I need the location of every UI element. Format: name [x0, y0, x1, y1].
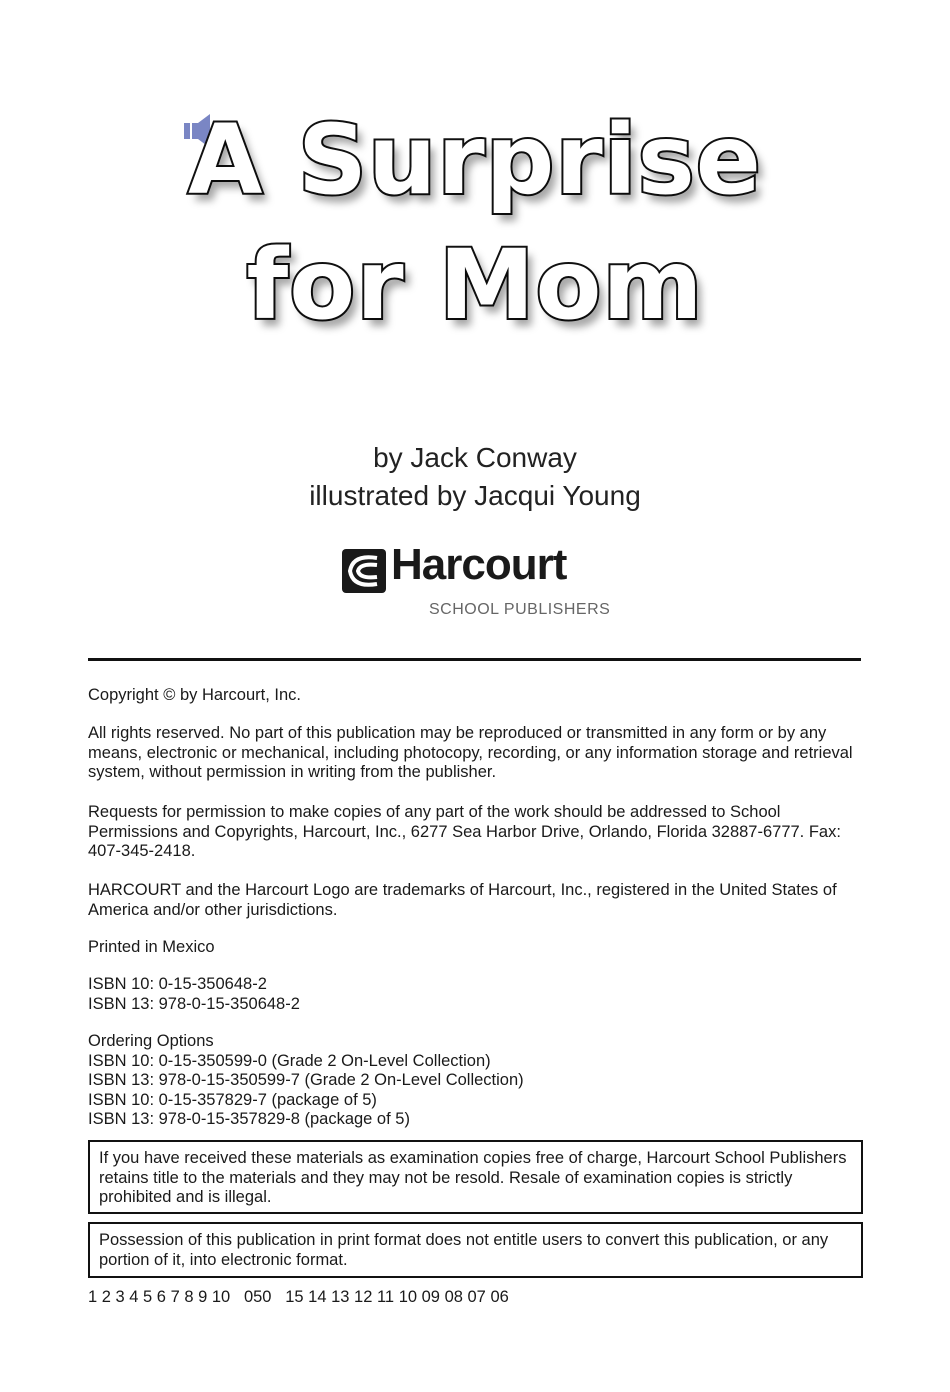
- printed-block: [88, 938, 863, 958]
- rights-block: [88, 724, 863, 783]
- trademark-text: HARCOURT and the Harcourt Logo are trademarks of Harcourt, Inc., registered in the United States of America and/or other jurisdictions.: [88, 881, 837, 919]
- printed-text: Printed in Mexico: [88, 938, 215, 956]
- author-credit: by Jack Conway: [373, 442, 577, 473]
- ordering-item: ISBN 13: 978-0-15-357829-8 (package of 5): [88, 1110, 410, 1128]
- requests-text: Requests for permission to make copies of any part of the work should be addressed to School Permissions and Copyrights, Harcourt, Inc., 6277 Sea Harbor Drive, Orlando, Florida 32887-6777. Fax: 407-345-2418.: [88, 803, 841, 860]
- print-line-block: [88, 1288, 863, 1308]
- publisher-name: Harcourt: [391, 540, 567, 589]
- publisher-division: SCHOOL PUBLISHERS: [429, 601, 611, 618]
- title-line-1: A Surprise: [188, 104, 762, 216]
- requests-block: [88, 803, 863, 862]
- ordering-item: ISBN 10: 0-15-350599-0 (Grade 2 On-Level Collection): [88, 1051, 491, 1070]
- copyright-block: [88, 686, 863, 706]
- rights-text: All rights reserved. No part of this publication may be reproduced or transmitted in any form or by any means, electronic or mechanical, including photocopy, recording, or any information storage and retrieval system, without permission in writing from the publisher.: [88, 724, 853, 781]
- ordering-item: ISBN 10: 0-15-357829-7 (package of 5): [88, 1090, 377, 1109]
- trademark-block: [88, 881, 863, 920]
- harcourt-logo-icon: [341, 548, 387, 594]
- print-line: 1 2 3 4 5 6 7 8 9 10 050 15 14 13 12 11 10 09 08 07 06: [88, 1288, 509, 1306]
- isbn-10: ISBN 10: 0-15-350648-2: [88, 975, 267, 993]
- illustrator-credit: illustrated by Jacqui Young: [309, 480, 641, 511]
- isbn-block: [88, 975, 863, 1014]
- ordering-item: ISBN 13: 978-0-15-350599-7 (Grade 2 On-Level Collection): [88, 1071, 524, 1089]
- ordering-block: [88, 1032, 863, 1130]
- copyright-notice: Copyright © by Harcourt, Inc.: [88, 686, 301, 704]
- ordering-heading: Ordering Options: [88, 1032, 214, 1050]
- exam-copy-notice: If you have received these materials as examination copies free of charge, Harcourt School Publishers retains title to the materials and they may not be resold. Resale of examination copies is strictly prohibited and is illegal.: [88, 1140, 863, 1214]
- title-line-2: for Mom: [246, 229, 704, 341]
- publisher-logo: [341, 540, 611, 623]
- format-notice: Possession of this publication in print format does not entitle users to convert this publication, or any portion of it, into electronic format.: [88, 1222, 863, 1278]
- divider: [88, 658, 861, 661]
- isbn-13: ISBN 13: 978-0-15-350648-2: [88, 994, 300, 1013]
